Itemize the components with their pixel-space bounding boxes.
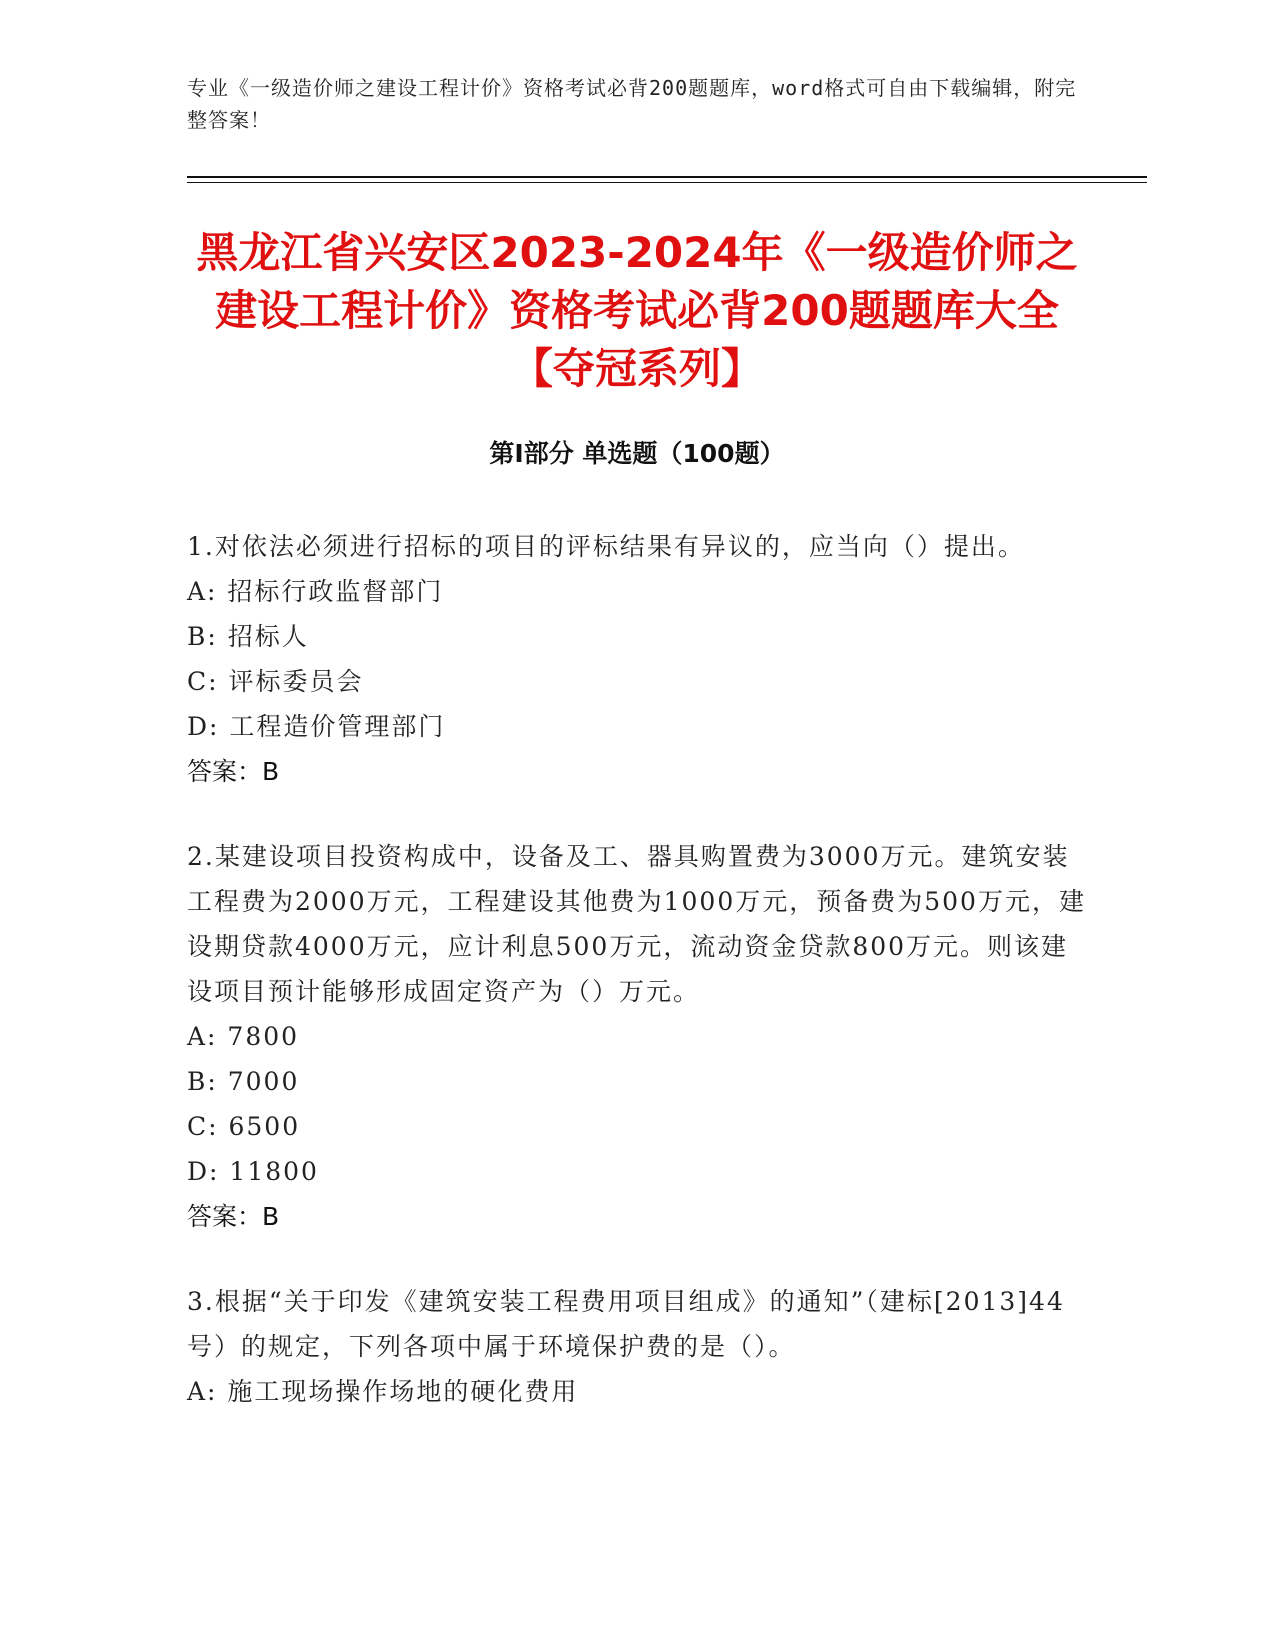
- answer-label: 答案：B: [187, 757, 280, 786]
- header-note: 专业《一级造价师之建设工程计价》资格考试必背200题题库，word格式可自由下载编辑，附完整答案！: [187, 76, 1077, 132]
- section-heading: 第I部分 单选题（100题）: [489, 439, 785, 468]
- option-c: C: 评标委员会: [187, 667, 364, 696]
- option-a: A: 招标行政监督部门: [187, 577, 444, 606]
- option-d: D: 工程造价管理部门: [187, 712, 446, 741]
- answer-label: 答案：B: [187, 1202, 280, 1231]
- option-c: C: 6500: [187, 1112, 301, 1141]
- header-divider: [187, 176, 1147, 178]
- question-2: [187, 834, 1087, 1239]
- header-divider-thin: [187, 182, 1147, 183]
- option-a: A: 施工现场操作场地的硬化费用: [187, 1377, 579, 1406]
- option-b: B: 招标人: [187, 622, 309, 651]
- option-a: A: 7800: [187, 1022, 300, 1051]
- question-list: [187, 524, 1087, 1454]
- question-stem: 1.对依法必须进行招标的项目的评标结果有异议的，应当向（）提出。: [187, 532, 1025, 561]
- document-title: 黑龙江省兴安区2023-2024年《一级造价师之建设工程计价》资格考试必背200题题库大全【夺冠系列】: [196, 228, 1078, 393]
- question-stem: 2.某建设项目投资构成中，设备及工、器具购置费为3000万元。建筑安装工程费为2000万元，工程建设其他费为1000万元，预备费为500万元，建设期贷款4000万元，应计利息500万元，流动资金贷款800万元。则该建设项目预计能够形成固定资产为（）万元。: [187, 842, 1086, 1006]
- question-stem: 3.根据“关于印发《建筑安装工程费用项目组成》的通知”（建标[2013]44号）的规定，下列各项中属于环境保护费的是（）。: [187, 1287, 1065, 1361]
- option-b: B: 7000: [187, 1067, 300, 1096]
- question-1: [187, 524, 1087, 794]
- option-d: D: 11800: [187, 1157, 319, 1186]
- question-3: [187, 1279, 1087, 1414]
